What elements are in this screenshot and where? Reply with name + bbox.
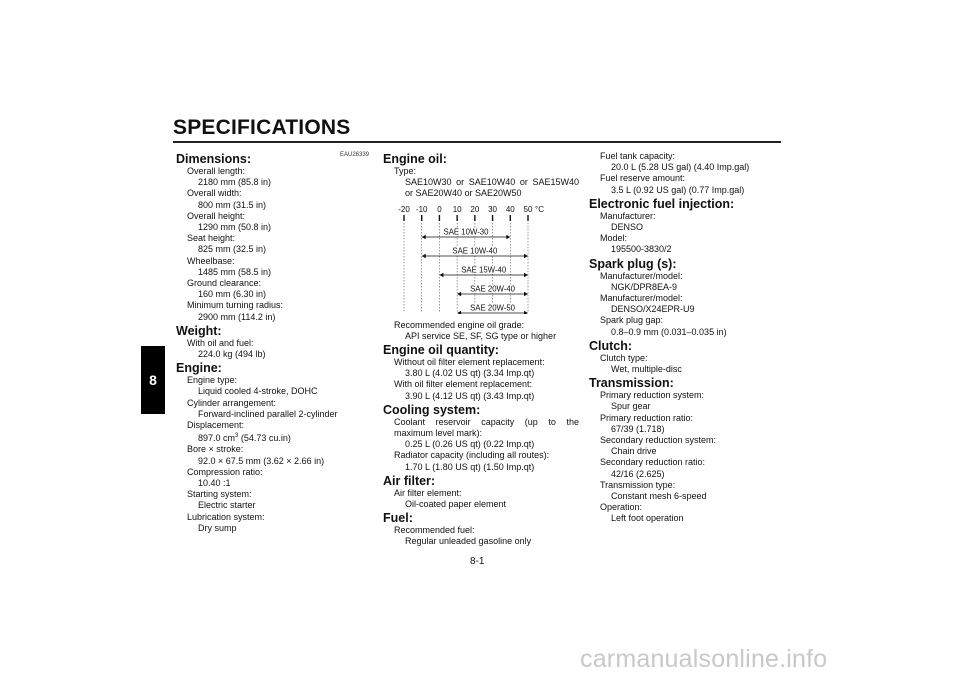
spec-value: SAE10W30 or SAE10W40 or SAE15W40 or SAE20W40 or SAE20W50	[405, 177, 579, 199]
spec-value: 224.0 kg (494 lb)	[198, 349, 266, 360]
page-title: SPECIFICATIONS	[173, 116, 351, 139]
spec-value: Wet, multiple-disc	[611, 364, 682, 375]
spec-label: Clutch type:	[600, 352, 648, 363]
spec-label: Fuel reserve amount:	[600, 173, 686, 184]
spec-value: 3.5 L (0.92 US gal) (0.77 Imp.gal)	[611, 184, 745, 195]
section-title: Engine oil quantity:	[383, 343, 499, 358]
spec-label: Coolant reservoir capacity (up to the maximum level mark):	[394, 416, 579, 439]
arrow-left	[422, 234, 426, 238]
section-title: Air filter:	[383, 473, 436, 488]
section-title: Engine:	[176, 361, 222, 376]
tick-label: 10	[452, 204, 462, 214]
spec-label: Air filter element:	[394, 487, 462, 498]
spec-label: Engine type:	[187, 375, 238, 386]
spec-value: Dry sump	[198, 522, 237, 533]
chapter-tab: 8	[141, 346, 165, 414]
section-title: Transmission:	[589, 376, 674, 391]
arrow-left	[422, 253, 426, 257]
spec-column-1	[176, 151, 372, 534]
spec-value: 0.25 L (0.26 US qt) (0.22 Imp.qt)	[405, 439, 535, 450]
spec-value: 195500-3830/2	[611, 244, 672, 255]
spec-label: Starting system:	[187, 489, 252, 500]
section-weight	[176, 324, 372, 360]
spec-label: Model:	[600, 233, 628, 244]
spec-label: Recommended fuel:	[394, 525, 475, 536]
spec-label: Wheelbase:	[187, 255, 235, 266]
spec-label: Fuel tank capacity:	[600, 151, 676, 161]
arrow-right	[524, 291, 528, 295]
spec-value: API service SE, SF, SG type or higher	[405, 330, 557, 341]
oil-viscosity-chart	[394, 202, 554, 314]
tick-label: 0	[437, 204, 442, 214]
series-label: SAE 10W-30	[443, 227, 489, 237]
spec-value: 10.40 :1	[198, 478, 231, 489]
spec-label: Displacement:	[187, 420, 245, 431]
spec-value: 0.8–0.9 mm (0.031–0.035 in)	[611, 326, 727, 337]
series-label: SAE 15W-40	[461, 265, 507, 275]
spec-value: Forward-inclined parallel 2-cylinder	[198, 408, 338, 419]
series-label: SAE 20W-40	[470, 284, 516, 294]
spec-label: Without oil filter element replacement:	[394, 357, 545, 368]
watermark: carmanualsonline.info	[580, 645, 828, 673]
spec-value: DENSO	[611, 222, 644, 233]
section-cooling-system	[383, 403, 579, 473]
arrow-left	[439, 272, 443, 276]
document-code: EAU26339	[340, 152, 370, 158]
section-title: Electronic fuel injection:	[589, 196, 735, 211]
spec-value: 800 mm (31.5 in)	[198, 199, 267, 210]
series-label: SAE 10W-40	[452, 246, 498, 256]
spec-column-3	[589, 151, 785, 525]
spec-value-displacement: 897.0 $cm^3$ (54.73 cu.in)	[198, 433, 291, 444]
section-air-filter	[383, 474, 579, 510]
section-electronic-fuel-injection	[589, 197, 785, 256]
section-engine-oil	[383, 152, 579, 342]
arrow-left	[457, 291, 461, 295]
section-dimensions	[176, 152, 372, 323]
section-title: Clutch:	[589, 338, 633, 353]
spec-value: Regular unleaded gasoline only	[405, 536, 532, 547]
title-rule	[173, 141, 781, 143]
spec-label: Bore × stroke:	[187, 444, 244, 455]
spec-label: Overall length:	[187, 166, 246, 176]
arrow-right	[506, 234, 510, 238]
section-title: Engine oil:	[383, 152, 447, 166]
section-title: Spark plug (s):	[589, 256, 677, 271]
spec-value: Oil-coated paper element	[405, 499, 507, 510]
spec-label: With oil filter element replacement:	[394, 379, 533, 390]
spec-value: 1290 mm (50.8 in)	[198, 222, 272, 233]
arrow-left	[457, 310, 461, 313]
spec-value: Chain drive	[611, 446, 657, 457]
arrow-right	[524, 272, 528, 276]
spec-value: 160 mm (6.30 in)	[198, 289, 267, 300]
spec-label: Seat height:	[187, 233, 236, 244]
spec-value: Left foot operation	[611, 513, 684, 524]
spec-label: Lubrication system:	[187, 511, 265, 522]
spec-label: Operation:	[600, 502, 643, 513]
series-label: SAE 20W-50	[470, 303, 516, 313]
spec-label: Ground clearance:	[187, 278, 262, 289]
spec-label: Primary reduction ratio:	[600, 412, 694, 423]
spec-value: 42/16 (2.625)	[611, 468, 665, 479]
spec-value: Spur gear	[611, 401, 651, 412]
arrow-right	[524, 310, 528, 313]
spec-label: Manufacturer/model:	[600, 293, 683, 304]
spec-value: 1.70 L (1.80 US qt) (1.50 Imp.qt)	[405, 461, 535, 472]
tick-label: -20	[398, 204, 410, 214]
spec-value: 2900 mm (114.2 in)	[198, 311, 276, 322]
section-engine	[176, 361, 372, 534]
spec-value: DENSO/X24EPR-U9	[611, 304, 695, 315]
spec-label: Radiator capacity (including all routes):	[394, 450, 550, 461]
fuel-continued	[600, 151, 785, 196]
section-engine-oil-quantity	[383, 343, 579, 402]
section-title: Dimensions:	[176, 152, 252, 166]
spec-label: Overall width:	[187, 188, 242, 199]
spec-label: Type:	[394, 166, 417, 176]
spec-label: Cylinder arrangement:	[187, 397, 277, 408]
tick-label: -10	[415, 204, 428, 214]
spec-label: Minimum turning radius:	[187, 300, 284, 311]
tick-label: 20	[470, 204, 480, 214]
page-number: 8-1	[470, 556, 485, 567]
spec-label: Compression ratio:	[187, 466, 263, 477]
spec-label: Primary reduction system:	[600, 390, 705, 401]
spec-value: Electric starter	[198, 500, 256, 511]
spec-value: 825 mm (32.5 in)	[198, 244, 267, 255]
section-spark-plug	[589, 257, 785, 338]
spec-label: Recommended engine oil grade:	[394, 319, 525, 330]
spec-value: 1485 mm (58.5 in)	[198, 266, 272, 277]
spec-label: With oil and fuel:	[187, 337, 254, 348]
spec-value: 92.0 × 67.5 mm (3.62 × 2.66 in)	[198, 455, 325, 466]
spec-value: 3.90 L (4.12 US qt) (3.43 Imp.qt)	[405, 390, 535, 401]
tick-label: 50	[523, 204, 533, 214]
spec-label: Secondary reduction ratio:	[600, 457, 706, 468]
spec-label: Manufacturer:	[600, 210, 656, 221]
section-fuel	[383, 511, 579, 547]
spec-label: Manufacturer/model:	[600, 270, 683, 281]
spec-label: Spark plug gap:	[600, 315, 664, 326]
spec-label: Secondary reduction system:	[600, 435, 717, 446]
arrow-right	[524, 253, 528, 257]
section-title: Fuel:	[383, 511, 413, 526]
tick-label: 40	[505, 204, 515, 214]
tick-label: 30	[488, 204, 498, 214]
spec-value: NGK/DPR8EA-9	[611, 281, 678, 292]
spec-label: Overall height:	[187, 210, 246, 221]
spec-label: Transmission type:	[600, 479, 676, 490]
spec-value: 3.80 L (4.02 US qt) (3.34 Imp.qt)	[405, 368, 535, 379]
spec-value: 2180 mm (85.8 in)	[198, 177, 272, 188]
unit-label: °C	[535, 204, 544, 214]
spec-value: Constant mesh 6-speed	[611, 491, 707, 502]
spec-value: 67/39 (1.718)	[611, 423, 665, 434]
section-title: Cooling system:	[383, 402, 481, 417]
spec-value: Liquid cooled 4-stroke, DOHC	[198, 386, 318, 397]
spec-column-2	[383, 151, 579, 548]
spec-value: 20.0 L (5.28 US gal) (4.40 Imp.gal)	[611, 162, 750, 173]
section-clutch	[589, 339, 785, 375]
section-title: Weight:	[176, 323, 222, 338]
section-transmission	[589, 376, 785, 524]
